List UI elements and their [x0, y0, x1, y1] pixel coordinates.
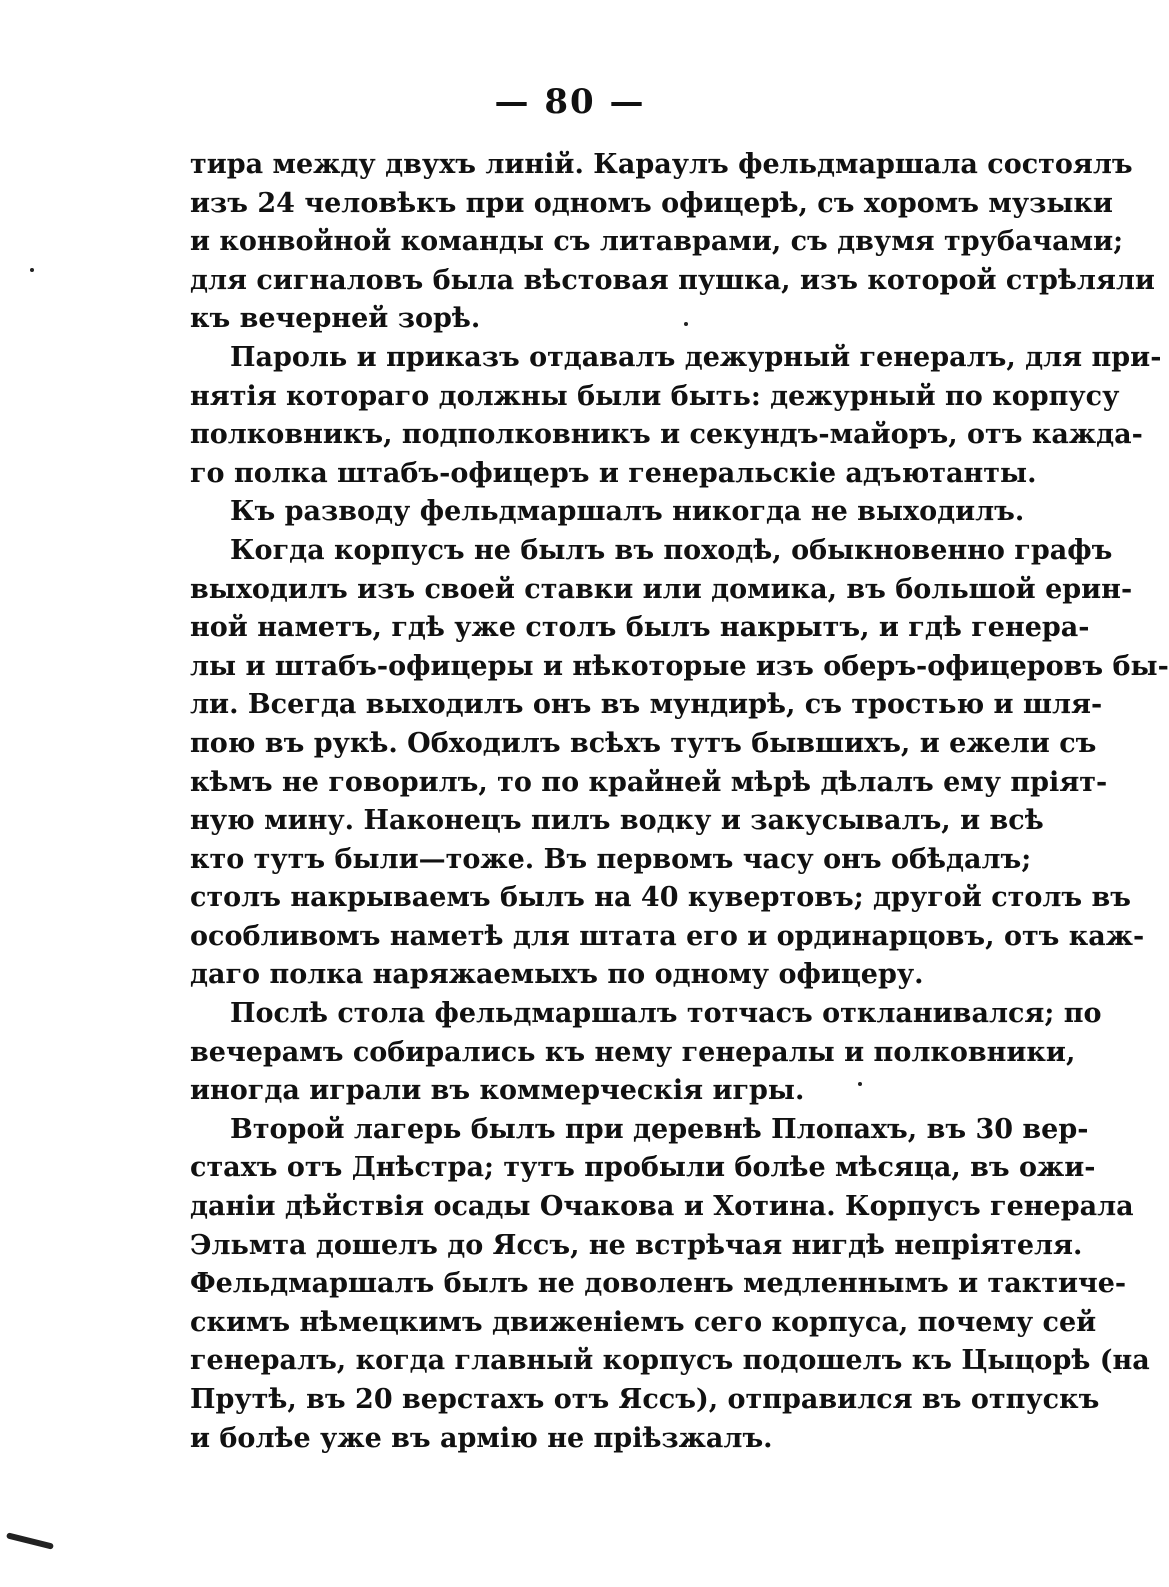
text-line: иногда играли въ коммерческія игры.	[190, 1075, 805, 1107]
text-line: Послѣ стола фельдмаршалъ тотчасъ откланивался; по	[230, 998, 1102, 1030]
scan-speck	[30, 268, 34, 272]
text-line: изъ 24 человѣкъ при одномъ офицерѣ, съ хоромъ музыки	[190, 187, 1113, 219]
text-line: даго полка наряжаемыхъ по одному офицеру.	[190, 959, 924, 991]
scan-smudge	[6, 1532, 54, 1549]
text-line: полковникъ, подполковникъ и секундъ-майоръ, отъ кажда-	[190, 419, 1143, 451]
text-line: кто тутъ были—тоже. Въ первомъ часу онъ обѣдалъ;	[190, 843, 1032, 875]
text-line: выходилъ изъ своей ставки или домика, въ большой ерин-	[190, 573, 1133, 605]
text-line: ли. Всегда выходилъ онъ въ мундирѣ, съ тростью и шля-	[190, 689, 1103, 721]
text-line: скимъ нѣмецкимъ движеніемъ сего корпуса, почему сей	[190, 1306, 1097, 1338]
text-line: стахъ отъ Днѣстра; тутъ пробыли болѣе мѣсяца, въ ожи-	[190, 1152, 1096, 1184]
scan-speck	[858, 1082, 862, 1086]
paragraph-6	[190, 1111, 1150, 1458]
text-line: особливомъ наметѣ для штата его и ординарцовъ, отъ каж-	[190, 920, 1145, 952]
text-line: ную мину. Наконецъ пилъ водку и закусывалъ, и всѣ	[190, 805, 1044, 837]
text-line: тира между двухъ линій. Караулъ фельдмаршала состоялъ	[190, 149, 1133, 180]
paragraph-3	[190, 493, 1025, 532]
text-line: столъ накрываемъ былъ на 40 кувертовъ; другой столъ въ	[190, 882, 1131, 914]
text-line: кѣмъ не говорилъ, то по крайней мѣрѣ дѣлалъ ему пріят-	[190, 766, 1108, 798]
paragraph-2	[190, 339, 1162, 493]
text-line: Прутѣ, въ 20 верстахъ отъ Яссъ), отправился въ отпускъ	[190, 1384, 1100, 1415]
text-line: ной наметъ, гдѣ уже столъ былъ накрытъ, и гдѣ генера-	[190, 612, 1090, 644]
text-line: генералъ, когда главный корпусъ подошелъ къ Цыцорѣ (на	[190, 1345, 1150, 1377]
text-line: Эльмта дошелъ до Яссъ, не встрѣчая нигдѣ непріятеля.	[190, 1229, 1083, 1261]
page-number: — 80 —	[494, 82, 646, 122]
paragraph-5	[190, 995, 1102, 1111]
text-line: даніи дѣйствія осады Очакова и Хотина. Корпусъ генерала	[190, 1191, 1134, 1223]
paragraph-4	[190, 532, 1169, 995]
text-body	[190, 146, 1169, 1458]
text-line: Къ разводу фельдмаршалъ никогда не выходилъ.	[230, 496, 1025, 528]
text-line: лы и штабъ-офицеры и нѣкоторые изъ оберъ-офицеровъ бы-	[190, 650, 1169, 682]
text-line: нятія котораго должны были быть: дежурный по корпусу	[190, 380, 1120, 412]
text-line: Когда корпусъ не былъ въ походѣ, обыкновенно графъ	[230, 534, 1113, 566]
text-line: Фельдмаршалъ былъ не доволенъ медленнымъ и тактиче-	[190, 1268, 1127, 1300]
text-line: го полка штабъ-офицеръ и генеральскіе адъютанты.	[190, 457, 1037, 489]
text-line: и конвойной команды съ литаврами, съ двумя трубачами;	[190, 226, 1124, 258]
text-line: пою въ рукѣ. Обходилъ всѣхъ тутъ бывшихъ, и ежели съ	[190, 727, 1097, 759]
text-line: вечерамъ собирались къ нему генералы и полковники,	[190, 1036, 1076, 1068]
text-line: Пароль и приказъ отдавалъ дежурный генералъ, для при-	[230, 341, 1162, 373]
text-line: для сигналовъ была вѣстовая пушка, изъ которой стрѣляли	[190, 264, 1155, 296]
text-line: Второй лагерь былъ при деревнѣ Плопахъ, въ 30 вер-	[230, 1113, 1089, 1145]
scan-speck	[684, 322, 688, 326]
text-line: и болѣе уже въ армію не пріѣзжалъ.	[190, 1422, 773, 1454]
text-line: къ вечерней зорѣ.	[190, 303, 481, 335]
paragraph-1	[190, 146, 1155, 339]
